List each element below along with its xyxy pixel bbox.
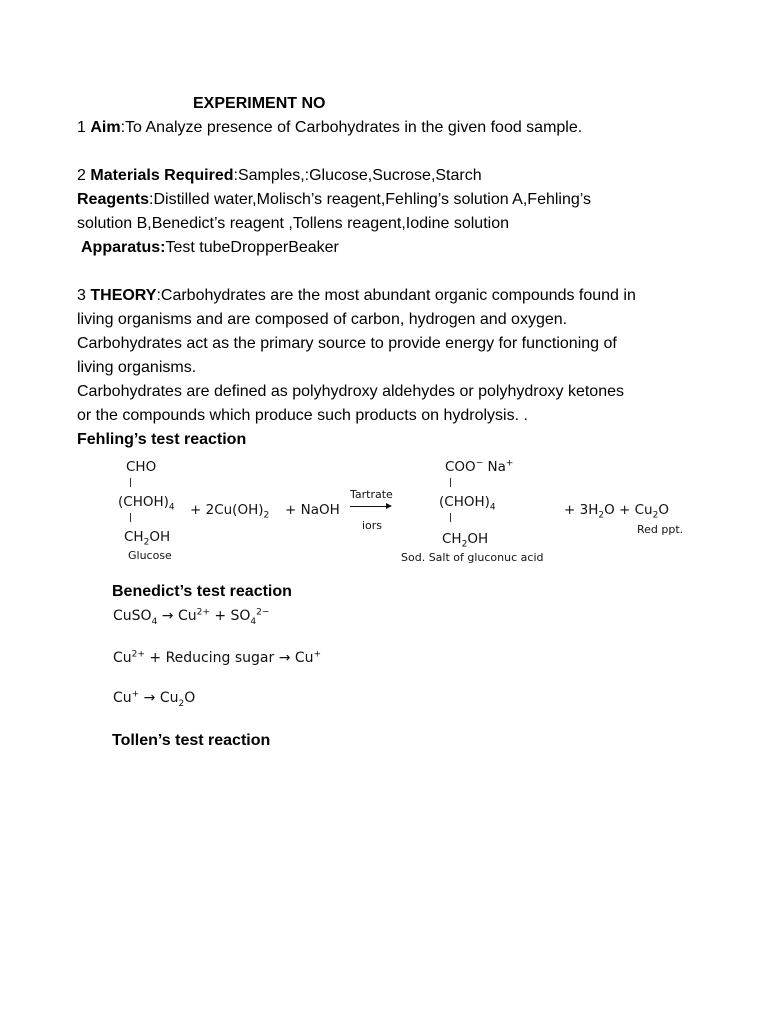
theory-line-3: Carbohydrates act as the primary source to provide energy for functioning of [77, 335, 617, 352]
red-ppt-note: Red ppt. [637, 523, 684, 536]
glucose-chain: $(CHOH)_4$ [118, 494, 175, 513]
reagents-text-1: :Distilled water,Molisch’s reagent,Fehling’s solution A,Fehling’s [149, 191, 592, 208]
glucose-cho: CHO [126, 459, 157, 475]
reagents-label: Reagents [77, 191, 150, 208]
apparatus-label: Apparatus: [81, 239, 166, 256]
benedict-equation-1: CuSO$_4$ → $Cu^{2+} + SO_4^{2-}$ [113, 607, 270, 627]
glucose-bond-2 [130, 513, 131, 522]
arrow-label-bottom: iors [362, 519, 383, 532]
reaction-arrowhead [386, 503, 392, 509]
theory-label: THEORY [90, 287, 157, 304]
aim-line [77, 118, 582, 138]
arrow-label-top: Tartrate [350, 488, 393, 501]
apparatus-text: Test tubeDropperBeaker [165, 239, 339, 256]
aim-label: Aim [90, 119, 121, 136]
page-title: EXPERIMENT NO [193, 95, 326, 112]
naoh-reagent: + NaOH [285, 502, 340, 518]
theory-line-6: or the compounds which produce such products on hydrolysis. . [77, 407, 528, 424]
reaction-arrow [350, 506, 388, 507]
apparatus-line [81, 238, 339, 258]
fehling-heading: Fehling’s test reaction [77, 431, 247, 448]
reagents-line-1 [77, 190, 591, 210]
materials-label: Materials Required [90, 167, 234, 184]
theory-line-5: Carbohydrates are defined as polyhydroxy aldehydes or polyhydroxy ketones [77, 383, 624, 400]
materials-number: 2 [77, 167, 86, 184]
glucose-ch2oh: $CH_2OH$ [124, 529, 171, 548]
aim-number: 1 [77, 119, 86, 136]
theory-number: 3 [77, 287, 86, 304]
theory-text-1: :Carbohydrates are the most abundant organic compounds found in [156, 287, 636, 304]
product-ch2oh: $CH_2OH$ [442, 531, 489, 550]
tollen-heading: Tollen’s test reaction [112, 732, 271, 749]
product-label: Sod. Salt of gluconuc acid [401, 551, 544, 564]
product-coo-na: COO− Na+ [445, 458, 514, 475]
benedict-equation-3: $Cu^+ \to Cu_2O$ [113, 689, 196, 709]
benedict-heading: Benedict’s test reaction [112, 583, 292, 600]
aim-text: :To Analyze presence of Carbohydrates in the given food sample. [120, 119, 583, 136]
product-bond-2 [450, 513, 451, 522]
benedict-equation-2: $Cu^{2+}$ + Reducing sugar → Cu+ [113, 649, 322, 666]
theory-line-4: living organisms. [77, 359, 197, 376]
theory-line-1 [77, 286, 636, 306]
materials-line [77, 166, 482, 186]
cu-oh-reagent: + $2Cu(OH)_2$ [190, 502, 270, 521]
glucose-bond-1 [130, 478, 131, 487]
glucose-label: Glucose [128, 549, 172, 562]
materials-text: :Samples,:Glucose,Sucrose,Starch [233, 167, 482, 184]
product-chain: $(CHOH)_4$ [439, 494, 496, 513]
reagents-line-2: solution B,Benedict’s reagent ,Tollens reagent,Iodine solution [77, 215, 509, 232]
theory-line-2: living organisms and are composed of carbon, hydrogen and oxygen. [77, 311, 568, 328]
byproducts: + $3H_2O + Cu_2O$ [564, 502, 669, 521]
product-bond-1 [450, 478, 451, 487]
